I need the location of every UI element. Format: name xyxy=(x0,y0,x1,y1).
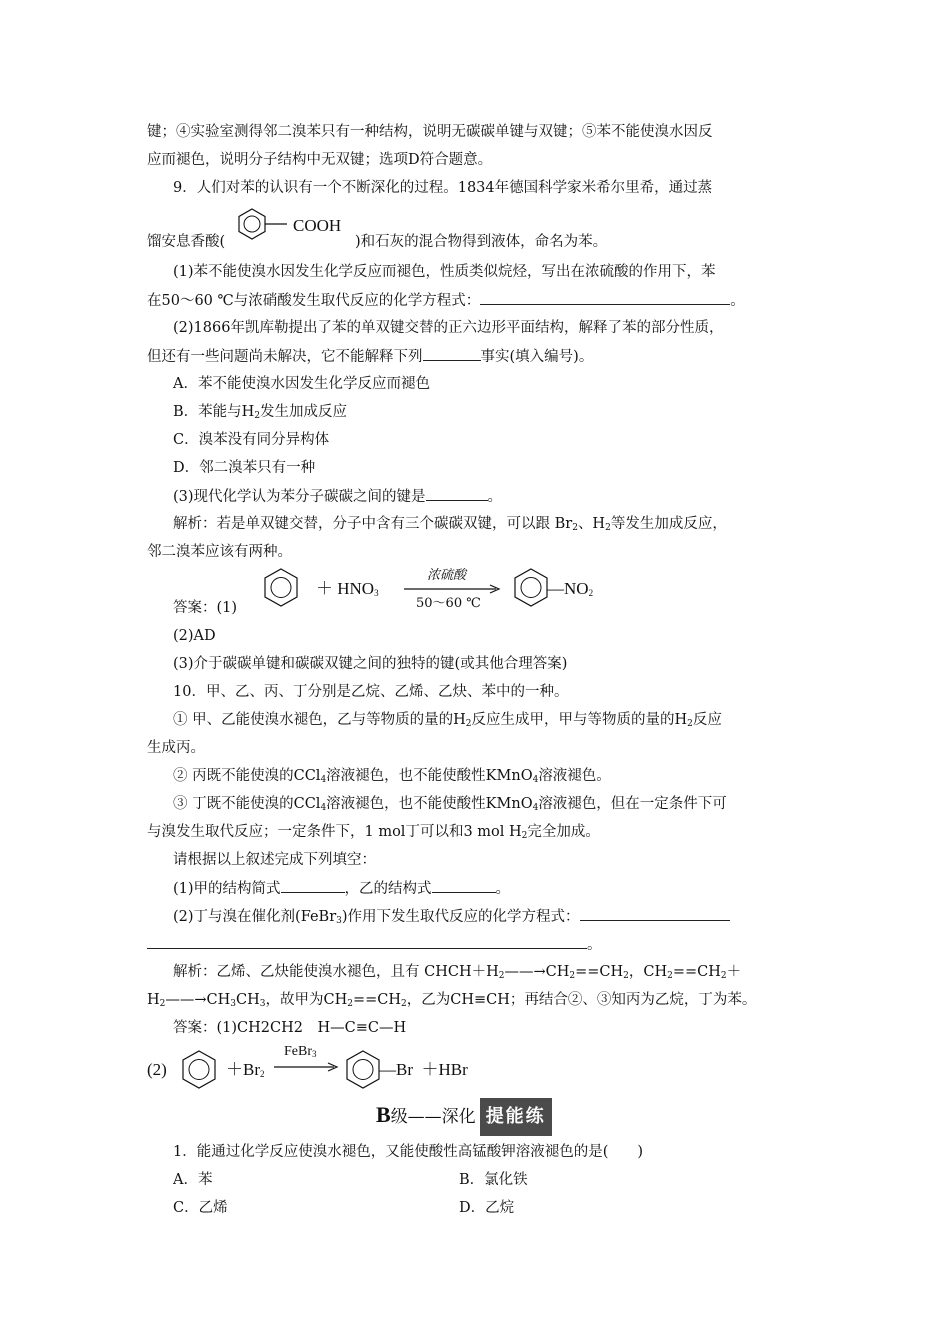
text-line xyxy=(173,486,502,507)
subscript: 3 xyxy=(336,916,342,926)
text-line: (3)介于碳碳单键和碳碳双键之间的独特的键(或其他合理答案) xyxy=(173,656,568,672)
text-seg: 。 xyxy=(587,937,602,953)
text-seg: ＋ HNO xyxy=(316,579,375,598)
subscript: 4 xyxy=(320,803,327,813)
text-seg: FeBr xyxy=(284,1044,312,1059)
text-seg: ==CH xyxy=(352,992,402,1008)
text-line: 键；④实验室测得邻二溴苯只有一种结构，说明无碳碳单键与双键；⑤苯不能使溴水因反 xyxy=(147,124,713,140)
subscript: 2 xyxy=(254,411,261,421)
subscript: 2 xyxy=(667,971,673,981)
text-line: 应而褪色，说明分子结构中无双键；选项D符合题意。 xyxy=(147,152,493,168)
eq2-label: (2) xyxy=(147,1060,167,1079)
cooh-label: COOH xyxy=(293,216,342,235)
subscript: 4 xyxy=(532,775,539,785)
subscript: 2 xyxy=(569,971,576,981)
text-line xyxy=(147,346,593,367)
subscript: 2 xyxy=(347,999,353,1009)
section-badge: 提能练 xyxy=(480,1098,552,1136)
option-d: D．邻二溴苯只有一种 xyxy=(173,460,316,476)
text-line xyxy=(173,794,727,814)
subscript: 3 xyxy=(374,588,379,598)
answer-blank[interactable] xyxy=(423,346,481,361)
text-seg: (3)现代化学认为苯分子碳碳之间的键是 xyxy=(173,489,426,505)
subscript: 2 xyxy=(588,588,594,598)
subscript: 2 xyxy=(521,831,528,841)
text-seg: ==CH xyxy=(575,964,624,980)
question-9: 9．人们对苯的认识有一个不断深化的过程。1834年德国科学家米希尔里希，通过蒸 xyxy=(173,180,713,196)
subscript: 3 xyxy=(259,999,266,1009)
subscript: 2 xyxy=(159,999,166,1009)
subscript: 3 xyxy=(230,999,237,1009)
text-seg: ——→CH xyxy=(504,964,570,980)
text-line: 请根据以上叙述完成下列填空： xyxy=(173,852,376,868)
eq1-condition-above: 浓硫酸 xyxy=(427,568,467,583)
option-c: C．溴苯没有同分异构体 xyxy=(173,432,330,448)
eq1-reagent xyxy=(316,579,379,599)
text-seg: ，CH xyxy=(628,964,668,980)
benzene-ring-icon xyxy=(258,566,304,610)
analysis-line xyxy=(147,990,756,1010)
section-title: 级——深化 xyxy=(390,1107,476,1127)
text-seg: 反应生成甲，甲与等物质的量的H xyxy=(471,712,688,728)
text-line xyxy=(147,934,602,955)
text-seg: 溶液褪色，也不能使酸性KMnO xyxy=(326,796,533,812)
text-seg: ＋Br xyxy=(226,1060,260,1079)
answer-blank[interactable] xyxy=(480,290,730,305)
text-seg: (2)丁与溴在催化剂(FeBr xyxy=(173,909,337,925)
eq1-product xyxy=(547,579,593,599)
analysis-line xyxy=(173,514,727,534)
text-seg: 与溴发生取代反应；一定条件下，1 mol丁可以和3 mol H xyxy=(147,824,522,840)
option-d: D．乙烷 xyxy=(459,1200,515,1216)
text-seg: (1)甲的结构简式 xyxy=(173,881,281,897)
subscript: 2 xyxy=(605,523,611,533)
option-b xyxy=(173,402,347,422)
text-seg: B．苯能与H xyxy=(173,404,255,420)
benzoic-acid-structure xyxy=(232,205,302,253)
question-10: 10．甲、乙、丙、丁分别是乙烷、乙烯、乙炔、苯中的一种。 xyxy=(173,684,569,700)
text-seg: ，乙的结构式 xyxy=(344,881,432,897)
text-seg: ② 丙既不能使溴的CCl xyxy=(173,768,321,784)
answer-blank[interactable] xyxy=(426,486,488,501)
answer-blank[interactable] xyxy=(147,934,587,949)
text-seg: 、H xyxy=(577,516,606,532)
text-seg: 完全加成。 xyxy=(527,824,600,840)
text-seg: 溶液褪色，也不能使酸性KMnO xyxy=(326,768,533,784)
subscript: 2 xyxy=(720,971,727,981)
text-seg: 溶液褪色，但在一定条件下可 xyxy=(538,796,727,812)
text-seg: ＋ xyxy=(726,964,742,980)
option-a: A．苯不能使溴水因发生化学反应而褪色 xyxy=(173,376,430,392)
text-seg: 等发生加成反应， xyxy=(610,516,727,532)
text-line xyxy=(173,710,722,730)
text-seg: ，乙为CH≡CH；再结合②、③知丙为乙烷，丁为苯。 xyxy=(406,992,757,1008)
subscript: 2 xyxy=(498,971,505,981)
text-seg: 。 xyxy=(487,489,503,505)
text-line: (2)AD xyxy=(173,628,216,644)
answer-blank[interactable] xyxy=(281,878,345,893)
subscript: 2 xyxy=(260,1069,265,1079)
text-line: )和石灰的混合物得到液体，命名为苯。 xyxy=(355,234,608,250)
subscript: 2 xyxy=(401,999,407,1009)
subscript: 2 xyxy=(572,523,578,533)
text-seg: 。 xyxy=(495,881,511,897)
text-seg: 反应 xyxy=(692,712,722,728)
option-a: A．苯 xyxy=(173,1172,213,1188)
text-line xyxy=(147,290,745,311)
eq2-product: —Br ＋HBr xyxy=(379,1060,468,1079)
text-seg: 。 xyxy=(730,293,745,309)
text-seg: 溶液褪色。 xyxy=(538,768,611,784)
reaction-arrow xyxy=(404,584,504,594)
question-b1: 1．能通过化学反应使溴水褪色，又能使酸性高锰酸钾溶液褪色的是( ) xyxy=(173,1144,644,1160)
section-level: B xyxy=(376,1102,391,1127)
answer-label: 答案：(1) xyxy=(173,600,238,616)
option-c: C．乙烯 xyxy=(173,1200,228,1216)
text-line xyxy=(147,822,600,842)
subscript: 2 xyxy=(465,719,472,729)
text-seg: ——→CH xyxy=(165,992,231,1008)
text-line: 生成丙。 xyxy=(147,740,205,756)
text-line: (1)苯不能使溴水因发生化学反应而褪色，性质类似烷烃，写出在浓硫酸的作用下，苯 xyxy=(173,264,716,280)
text-seg: 在50～60 ℃与浓硝酸发生取代反应的化学方程式： xyxy=(147,293,481,309)
subscript: 4 xyxy=(532,803,539,813)
text-line: 馏安息香酸( xyxy=(147,234,226,250)
subscript: 2 xyxy=(623,971,629,981)
text-seg: ==CH xyxy=(672,964,721,980)
answer-blank[interactable] xyxy=(432,878,496,893)
answer-blank[interactable] xyxy=(580,906,730,921)
text-seg: —NO xyxy=(547,579,589,598)
text-seg: 解析：乙烯、乙炔能使溴水褪色，且有 CHCH＋H xyxy=(173,964,499,980)
text-seg: CH xyxy=(236,992,260,1008)
eq2-catalyst xyxy=(284,1042,317,1062)
subscript: 4 xyxy=(320,775,327,785)
text-seg: 事实(填入编号)。 xyxy=(480,349,594,365)
benzene-ring-icon xyxy=(176,1048,222,1092)
text-line xyxy=(173,878,510,899)
reaction-arrow xyxy=(274,1062,342,1072)
subscript: 2 xyxy=(687,719,693,729)
text-line xyxy=(173,906,730,927)
text-seg: 解析：若是单双键交替，分子中含有三个碳碳双键，可以跟 Br xyxy=(173,516,573,532)
text-line: (2)1866年凯库勒提出了苯的单双键交替的正六边形平面结构，解释了苯的部分性质， xyxy=(173,320,724,336)
text-line xyxy=(173,766,611,786)
option-b: B．氯化铁 xyxy=(459,1172,528,1188)
text-seg: ③ 丁既不能使溴的CCl xyxy=(173,796,321,812)
section-header xyxy=(376,1098,552,1132)
text-line: 邻二溴苯应该有两种。 xyxy=(147,544,292,560)
text-seg: ① 甲、乙能使溴水褪色，乙与等物质的量的H xyxy=(173,712,466,728)
subscript: 3 xyxy=(312,1049,317,1059)
text-seg: 发生加成反应 xyxy=(260,404,348,420)
answer-line: 答案：(1)CH2CH2 H—C≡C—H xyxy=(173,1020,407,1036)
analysis-line xyxy=(173,962,741,982)
eq1-condition-below: 50～60 ℃ xyxy=(416,596,481,611)
text-seg: H xyxy=(147,992,160,1008)
text-seg: ，故甲为CH xyxy=(265,992,348,1008)
eq2-reagent xyxy=(226,1060,265,1080)
text-seg: 但还有一些问题尚未解决，它不能解释下列 xyxy=(147,349,423,365)
text-seg: )作用下发生取代反应的化学方程式： xyxy=(341,909,580,925)
